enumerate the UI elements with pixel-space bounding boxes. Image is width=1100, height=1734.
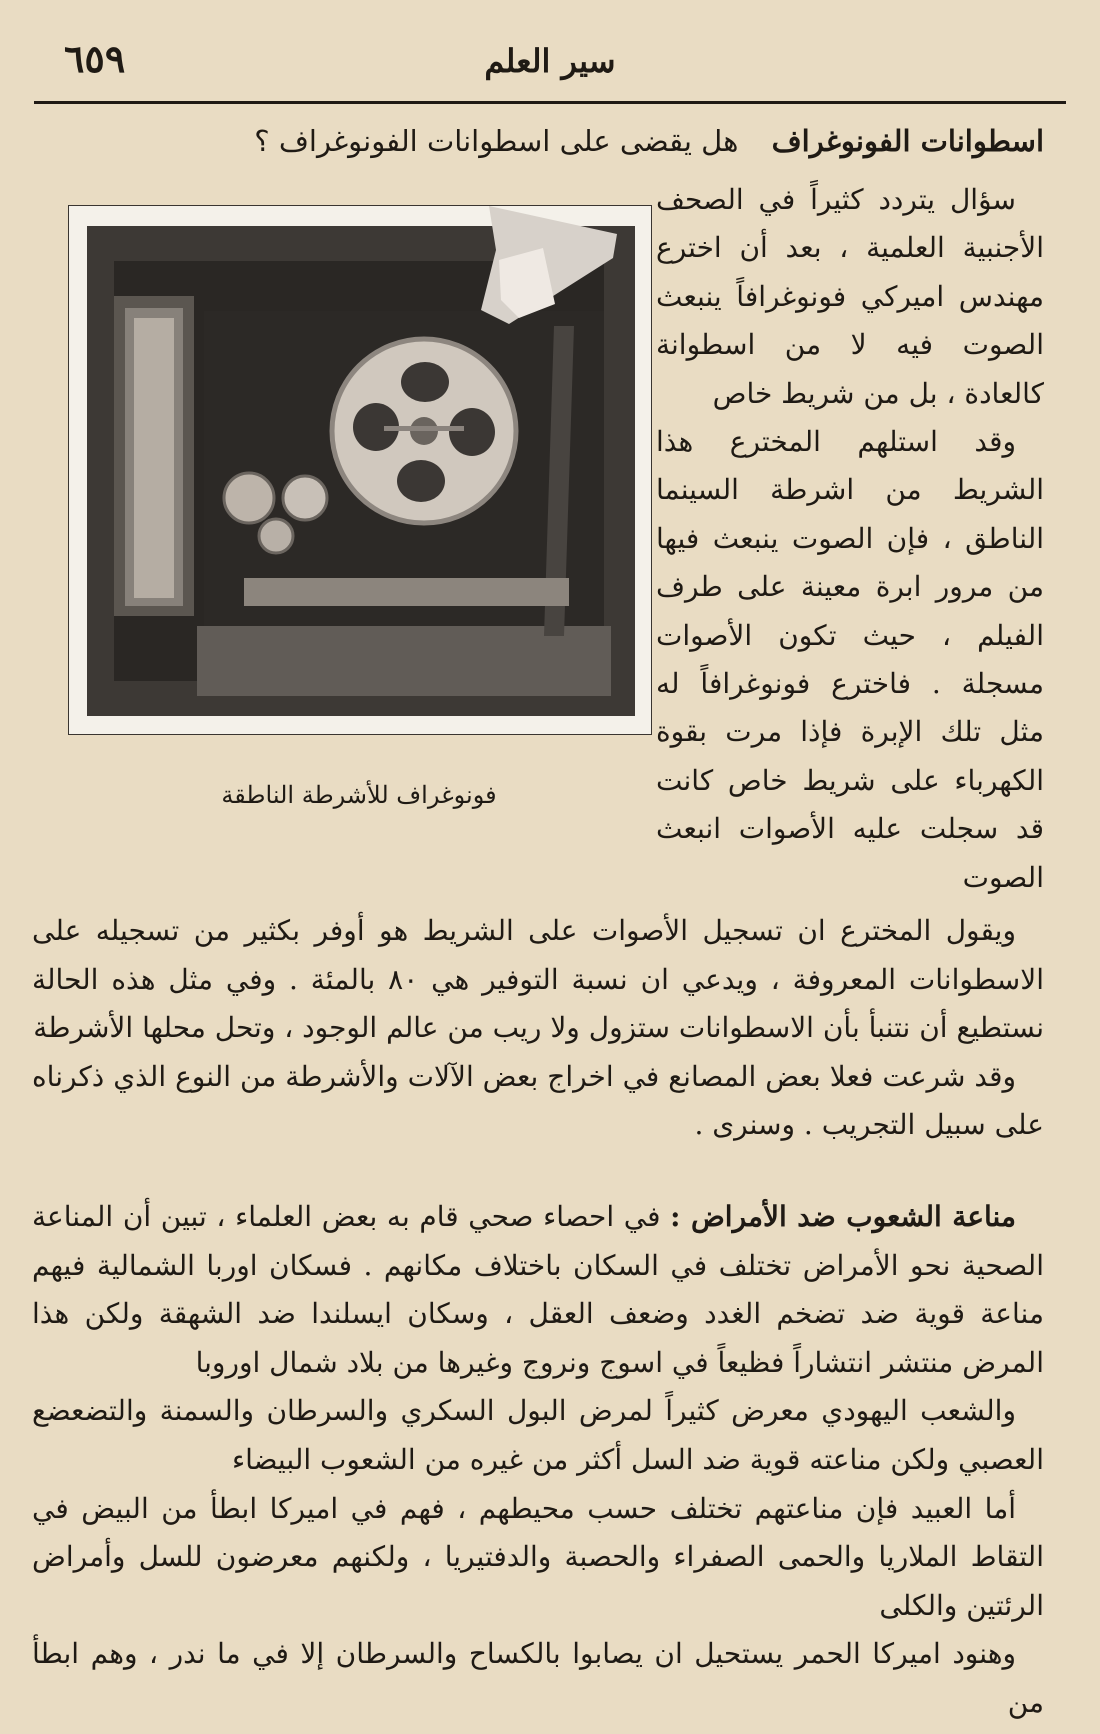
- phonograph-photo-illustration: [69, 206, 651, 734]
- section-1-title: اسطوانات الفونوغراف: [771, 124, 1044, 158]
- section-1-heading: [64, 120, 1044, 162]
- section-2-full-width-text: [32, 1193, 1044, 1728]
- phonograph-photo: [68, 205, 652, 735]
- section-2-paragraph-2: والشعب اليهودي معرض كثيراً لمرض البول السكري والسرطان والسمنة والتضعضع العصبي ولكن مناعته قوية ضد السل أكثر من غيره من الشعوب البيضاء: [32, 1394, 1044, 1476]
- image-caption: فونوغراف للأشرطة الناطقة: [221, 781, 497, 809]
- section-2-paragraph-4: وهنود اميركا الحمر يستحيل ان يصابوا بالكساح والسرطان إلا في ما ندر ، وهم ابطأ من: [32, 1637, 1044, 1719]
- section-1-paragraph-1: سؤال يتردد كثيراً في الصحف الأجنبية العلمية ، بعد أن اخترع مهندس اميركي فونوغرافاً ينبعث الصوت فيه لا من اسطوانة كالعادة ، بل من شريط خاص: [656, 183, 1044, 410]
- section-1-narrow-column: [656, 176, 1044, 902]
- page-header: [34, 36, 1066, 106]
- section-1-question: هل يقضى على اسطوانات الفونوغراف ؟: [254, 124, 739, 158]
- section-2-paragraph-1-text: في احصاء صحي قام به بعض العلماء ، تبين أن المناعة الصحية نحو الأمراض تختلف في السكان باختلاف مكانهم . فسكان اوربا الشمالية فيهم مناعة قوية ضد تضخم الغدد وضعف العقل ، وسكان ايسلندا ضد الشهقة ولكن هذا المرض منتشر انتشاراً فظيعاً في اسوج ونروج وغيرها من بلاد شمال اوروبا: [32, 1200, 1044, 1379]
- section-1-paragraph-2: وقد استلهم المخترع هذا الشريط من اشرطة السينما الناطق ، فإن الصوت ينبعث فيها من مرور ابرة معينة على طرف الفيلم ، حيث تكون الأصوات مسجلة . فاخترع فونوغرافاً له مثل تلك الإبرة فإذا مرت بقوة الكهرباء على شريط خاص كانت قد سجلت عليه الأصوات انبعث الصوت: [656, 425, 1044, 894]
- running-title: سير العلم: [484, 42, 616, 80]
- header-rule: [34, 101, 1066, 104]
- section-1-full-width-text: [32, 907, 1044, 1150]
- section-2-paragraph-3: أما العبيد فإن مناعتهم تختلف حسب محيطهم ، فهم في اميركا ابطأ من البيض في التقاط الملاريا والحمى الصفراء والحصبة والدفتيريا ، ولكنهم معرضون للسل وأمراض الرئتين والكلى: [32, 1491, 1044, 1622]
- section-1-paragraph-3: ويقول المخترع ان تسجيل الأصوات على الشريط هو أوفر بكثير من تسجيله على الاسطوانات المعروفة ، ويدعي ان نسبة التوفير هي ٨٠ بالمئة . وفي مثل هذه الحالة نستطيع أن نتنبأ بأن الاسطوانات ستزول ولا ريب من عالم الوجود ، وتحل محلها الأشرطة: [32, 914, 1044, 1045]
- section-1-paragraph-4: وقد شرعت فعلا بعض المصانع في اخراج بعض الآلات والأشرطة من النوع الذي ذكرناه على سبيل التجريب . وسنرى .: [32, 1059, 1044, 1142]
- page-number: ٦٥٩: [64, 36, 126, 81]
- section-2-title: مناعة الشعوب ضد الأمراض :: [670, 1200, 1017, 1233]
- section-2-paragraph-1: [32, 1193, 1044, 1387]
